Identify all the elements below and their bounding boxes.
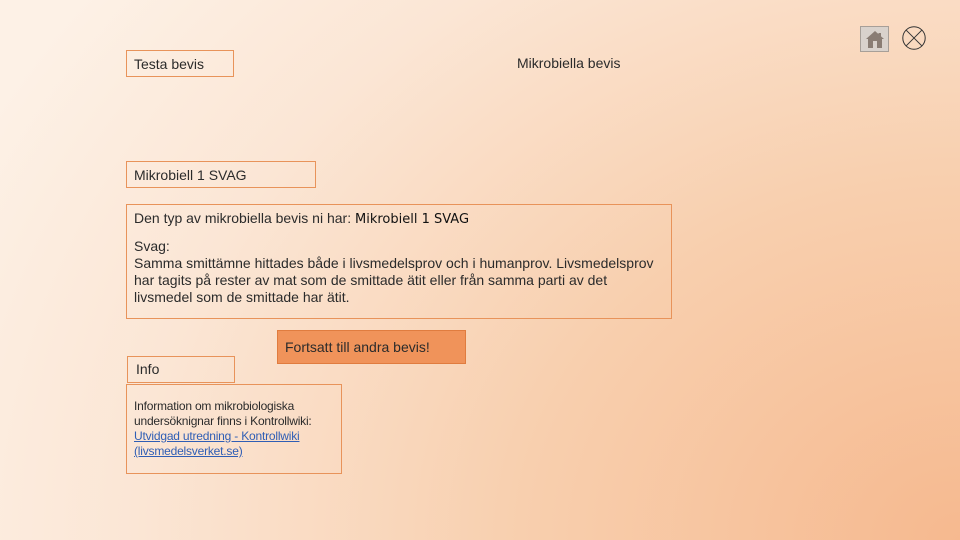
page-title: Mikrobiella bevis	[517, 55, 621, 71]
info-heading-text: Info	[136, 361, 160, 377]
info-heading	[127, 356, 235, 383]
info-panel	[126, 384, 342, 474]
evidence-type-value: Mikrobiell 1 SVAG	[355, 212, 470, 227]
close-icon	[902, 26, 926, 50]
kontrollwiki-link[interactable]: Utvidgad utredning - Kontrollwiki (livsmedelsverket.se)	[134, 429, 300, 458]
test-evidence-text: Testa bevis	[134, 56, 205, 72]
home-icon	[865, 30, 885, 49]
evidence-type-prefix: Den typ av mikrobiella bevis ni har:	[134, 210, 355, 226]
section-heading-text: Mikrobiell 1 SVAG	[134, 167, 247, 183]
continue-button[interactable]	[277, 330, 466, 364]
continue-button-label: Fortsatt till andra bevis!	[285, 339, 430, 355]
test-evidence-label	[126, 50, 234, 77]
home-button[interactable]	[860, 26, 889, 52]
info-text: Information om mikrobiologiska undersöknignar finns i Kontrollwiki:	[134, 399, 312, 428]
evidence-panel	[126, 204, 672, 319]
evidence-type-line	[134, 210, 664, 228]
close-button[interactable]	[902, 26, 926, 50]
section-heading	[126, 161, 316, 188]
evidence-description: Svag: Samma smittämne hittades både i livsmedelsprov och i humanprov. Livsmedelsprov har tagits på rester av mat som de smittade ätit eller från samma parti av det livsmedel som de smittade har ätit.	[134, 238, 654, 305]
